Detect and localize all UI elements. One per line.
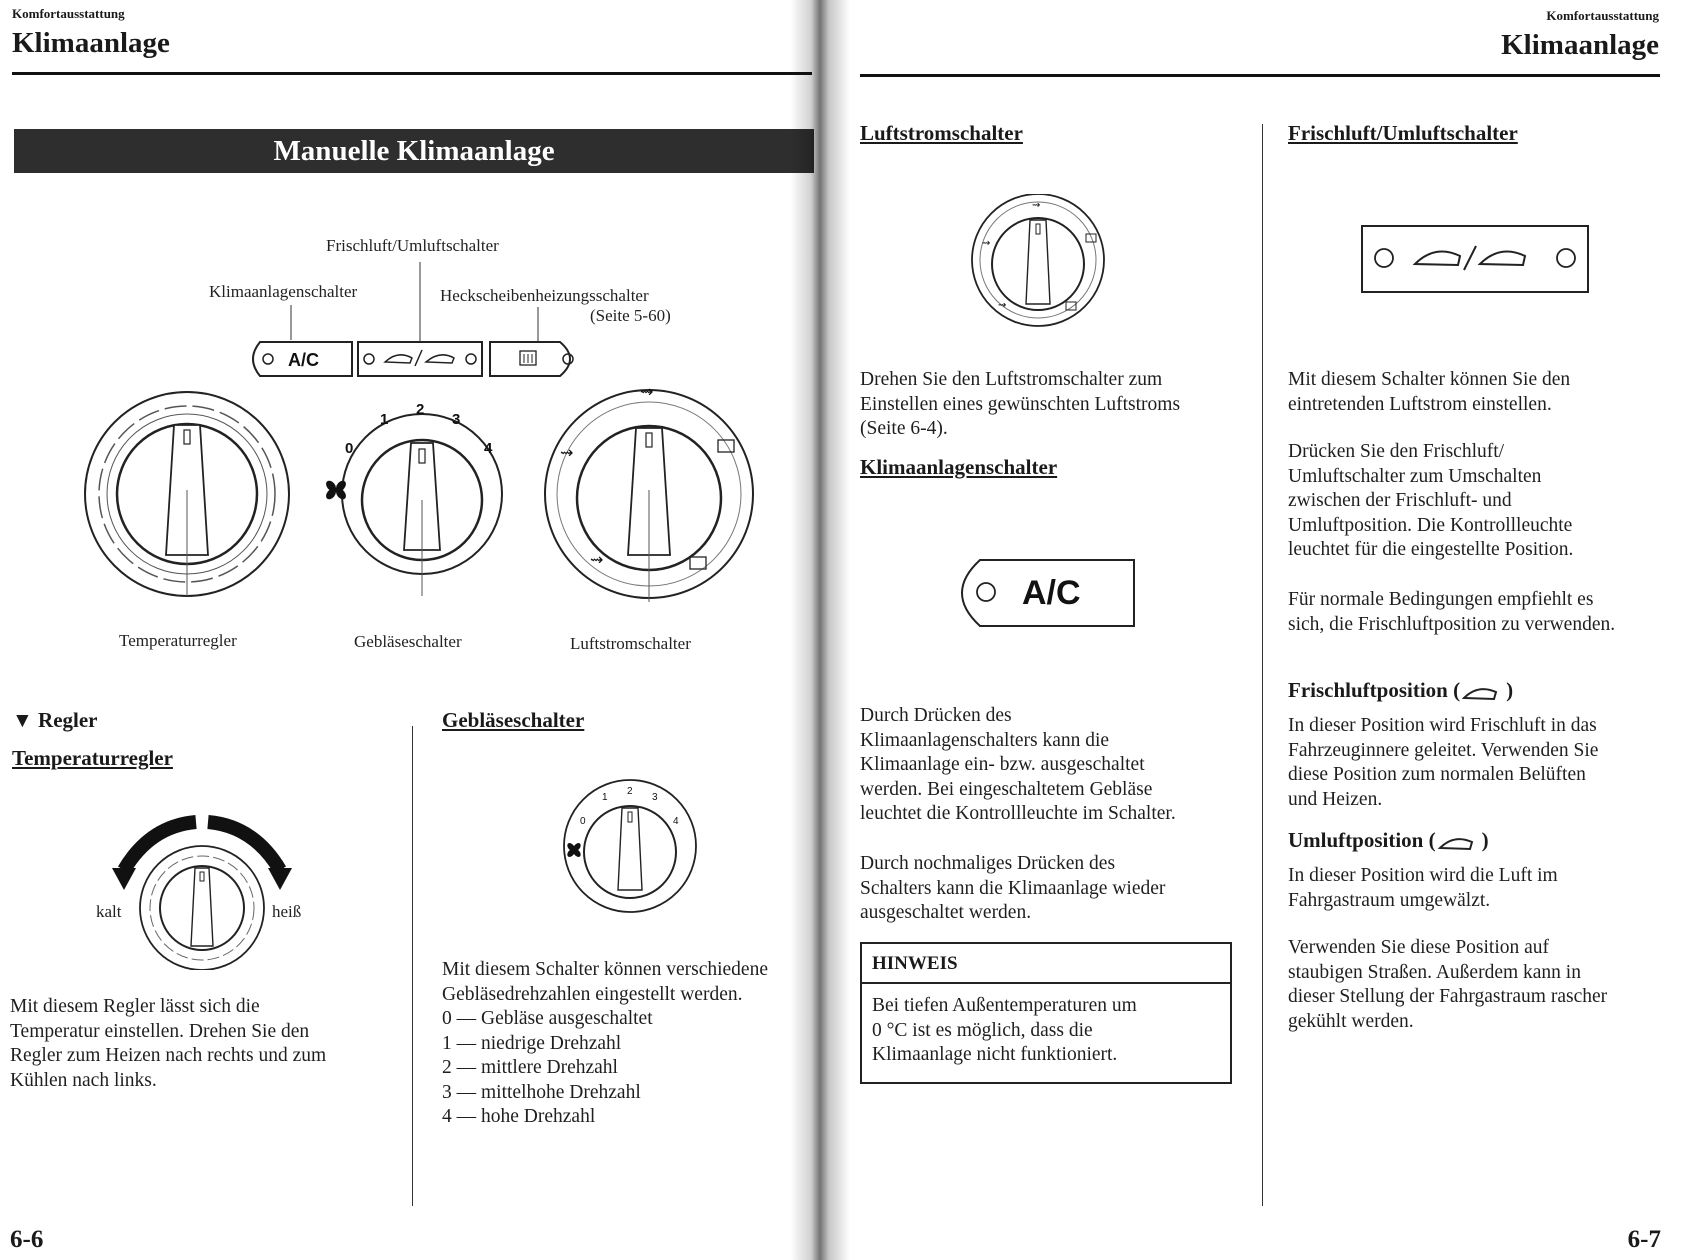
temperature-knob-small <box>110 810 310 970</box>
fan-num-4: 4 <box>484 440 493 457</box>
label-temp-knob: Temperaturregler <box>119 631 237 650</box>
title-rule-right <box>860 74 1660 77</box>
label-kalt: kalt <box>96 902 122 921</box>
heading-temperaturregler: Temperaturregler <box>12 746 173 770</box>
title-rule-left <box>12 72 812 75</box>
column-divider-left <box>412 726 413 1206</box>
heading-umluftposition: Umluftposition ( ) <box>1288 828 1489 852</box>
fan-num-1: 1 <box>380 411 389 428</box>
label-fresh-switch: Frischluft/Umluftschalter <box>326 236 499 255</box>
label-fan-knob: Gebläseschalter <box>354 632 462 651</box>
airflow-knob <box>545 384 753 602</box>
diagram-fresh-button <box>358 342 482 376</box>
heading-regler: ▼ Regler <box>12 708 98 732</box>
ac-text: A/C <box>288 350 319 370</box>
heading-luftstromschalter: Luftstromschalter <box>860 121 1023 145</box>
section-label-left: Komfortausstattung <box>12 6 125 21</box>
ac-button-large <box>944 556 1140 632</box>
recirc-air-icon-inline <box>1436 832 1482 852</box>
svg-text:1: 1 <box>602 792 608 803</box>
svg-text:4: 4 <box>673 816 679 827</box>
fan-knob-small <box>560 778 710 918</box>
page-title-left: Klimaanlage <box>12 27 170 59</box>
label-rear-heater: Heckscheibenheizungsschalter <box>440 286 649 305</box>
vent-face-icon: ⇝ <box>640 384 654 401</box>
vent-bilevel-icon-small: ⇝ <box>982 238 991 249</box>
fresh-recirc-button-large <box>1360 224 1590 296</box>
text-umluftposition: In dieser Position wird die Luft im Fahrgastraum umgewälzt. <box>1288 865 1558 911</box>
vent-bilevel-icon: ⇝ <box>560 445 574 462</box>
page-title-right: Klimaanlage <box>1501 29 1659 61</box>
text-geblaeseschalter: Mit diesem Schalter können verschiedene Gebläsedrehzahlen eingestellt werden. 0 — Gebläse ausgeschaltet 1 — niedrige Drehzahl 2 — mittlere Drehzahl 3 — mittelhohe Drehzahl 4 — hohe Drehzahl <box>442 959 768 1127</box>
section-label-right: Komfortausstattung <box>1546 8 1659 23</box>
diagram-rear-button <box>490 342 570 376</box>
text-umluftposition-2: Verwenden Sie diese Position auf staubigen Straßen. Außerdem kann in dieser Stellung der Fahrgastraum rascher gekühlt werden. <box>1288 937 1608 1032</box>
text-frischluft-2: Drücken Sie den Frischluft/ Umluftschalter zum Umschalten zwischen der Frischluft- und Umluftposition. Die Kontrollleuchte leuchtet für die eingestellte Position. <box>1288 441 1574 560</box>
page-number-right: 6-7 <box>1627 1226 1661 1253</box>
fan-num-0: 0 <box>345 440 354 457</box>
vent-face-icon-small: ⇝ <box>1032 200 1041 211</box>
temperature-knob <box>85 392 289 596</box>
label-rear-heater-ref: (Seite 5-60) <box>590 306 671 325</box>
svg-text:2: 2 <box>627 786 633 797</box>
note-title: HINWEIS <box>862 944 1230 984</box>
heading-frischluftposition: Frischluftposition ( ) <box>1288 678 1514 702</box>
text-klima-2: Durch nochmaliges Drücken des Schalters kann die Klimaanlage wieder ausgeschaltet werden. <box>860 853 1166 923</box>
column-divider-right <box>1262 124 1263 1206</box>
label-heiss: heiß <box>272 902 302 921</box>
svg-text:3: 3 <box>652 792 658 803</box>
page-number-left: 6-6 <box>10 1226 44 1253</box>
fan-num-3: 3 <box>452 411 461 428</box>
airflow-knob-small <box>968 194 1118 334</box>
section-banner: Manuelle Klimaanlage <box>14 129 814 173</box>
text-frischluft-1: Mit diesem Schalter können Sie den eintretenden Luftstrom einstellen. <box>1288 369 1571 415</box>
label-air-knob: Luftstromschalter <box>570 634 691 653</box>
text-frischluftposition: In dieser Position wird Frischluft in das Fahrzeuginnere geleitet. Verwenden Sie diese Position zum normalen Belüften und Heizen. <box>1288 715 1599 810</box>
text-temperaturregler: Mit diesem Regler lässt sich die Temperatur einstellen. Drehen Sie den Regler zum Heizen nach rechts und zum Kühlen nach links. <box>10 996 327 1091</box>
heading-geblaeseschalter: Gebläseschalter <box>442 708 585 732</box>
vent-feet-icon-small: ⇝ <box>998 300 1007 311</box>
heading-klimaanlagenschalter: Klimaanlagenschalter <box>860 455 1058 479</box>
text-luftstromschalter: Drehen Sie den Luftstromschalter zum Einstellen eines gewünschten Luftstroms (Seite 6-4). <box>860 369 1181 439</box>
fresh-air-icon-inline <box>1460 682 1506 702</box>
note-box <box>860 942 1232 1084</box>
book-gutter <box>790 0 850 1260</box>
vent-feet-icon: ⇝ <box>590 552 604 569</box>
text-frischluft-3: Für normale Bedingungen empfiehlt es sich, die Frischluftposition zu verwenden. <box>1288 589 1616 635</box>
text-klima-1: Durch Drücken des Klimaanlagenschalters kann die Klimaanlage ein- bzw. ausgeschaltet werden. Bei eingeschaltetem Gebläse leuchtet die Kontrollleuchte im Schalter. <box>860 705 1176 824</box>
fan-num-2: 2 <box>416 401 425 418</box>
control-panel-diagram <box>60 250 780 670</box>
ac-text-large: A/C <box>1022 574 1081 612</box>
note-text: Bei tiefen Außentemperaturen um 0 °C ist es möglich, dass die Klimaanlage nicht funktioniert. <box>872 995 1137 1065</box>
label-ac-switch: Klimaanlagenschalter <box>209 282 358 301</box>
heading-frischluft-umluftschalter: Frischluft/Umluftschalter <box>1288 121 1518 145</box>
fan-speed-knob <box>324 401 502 596</box>
svg-text:0: 0 <box>580 816 586 827</box>
